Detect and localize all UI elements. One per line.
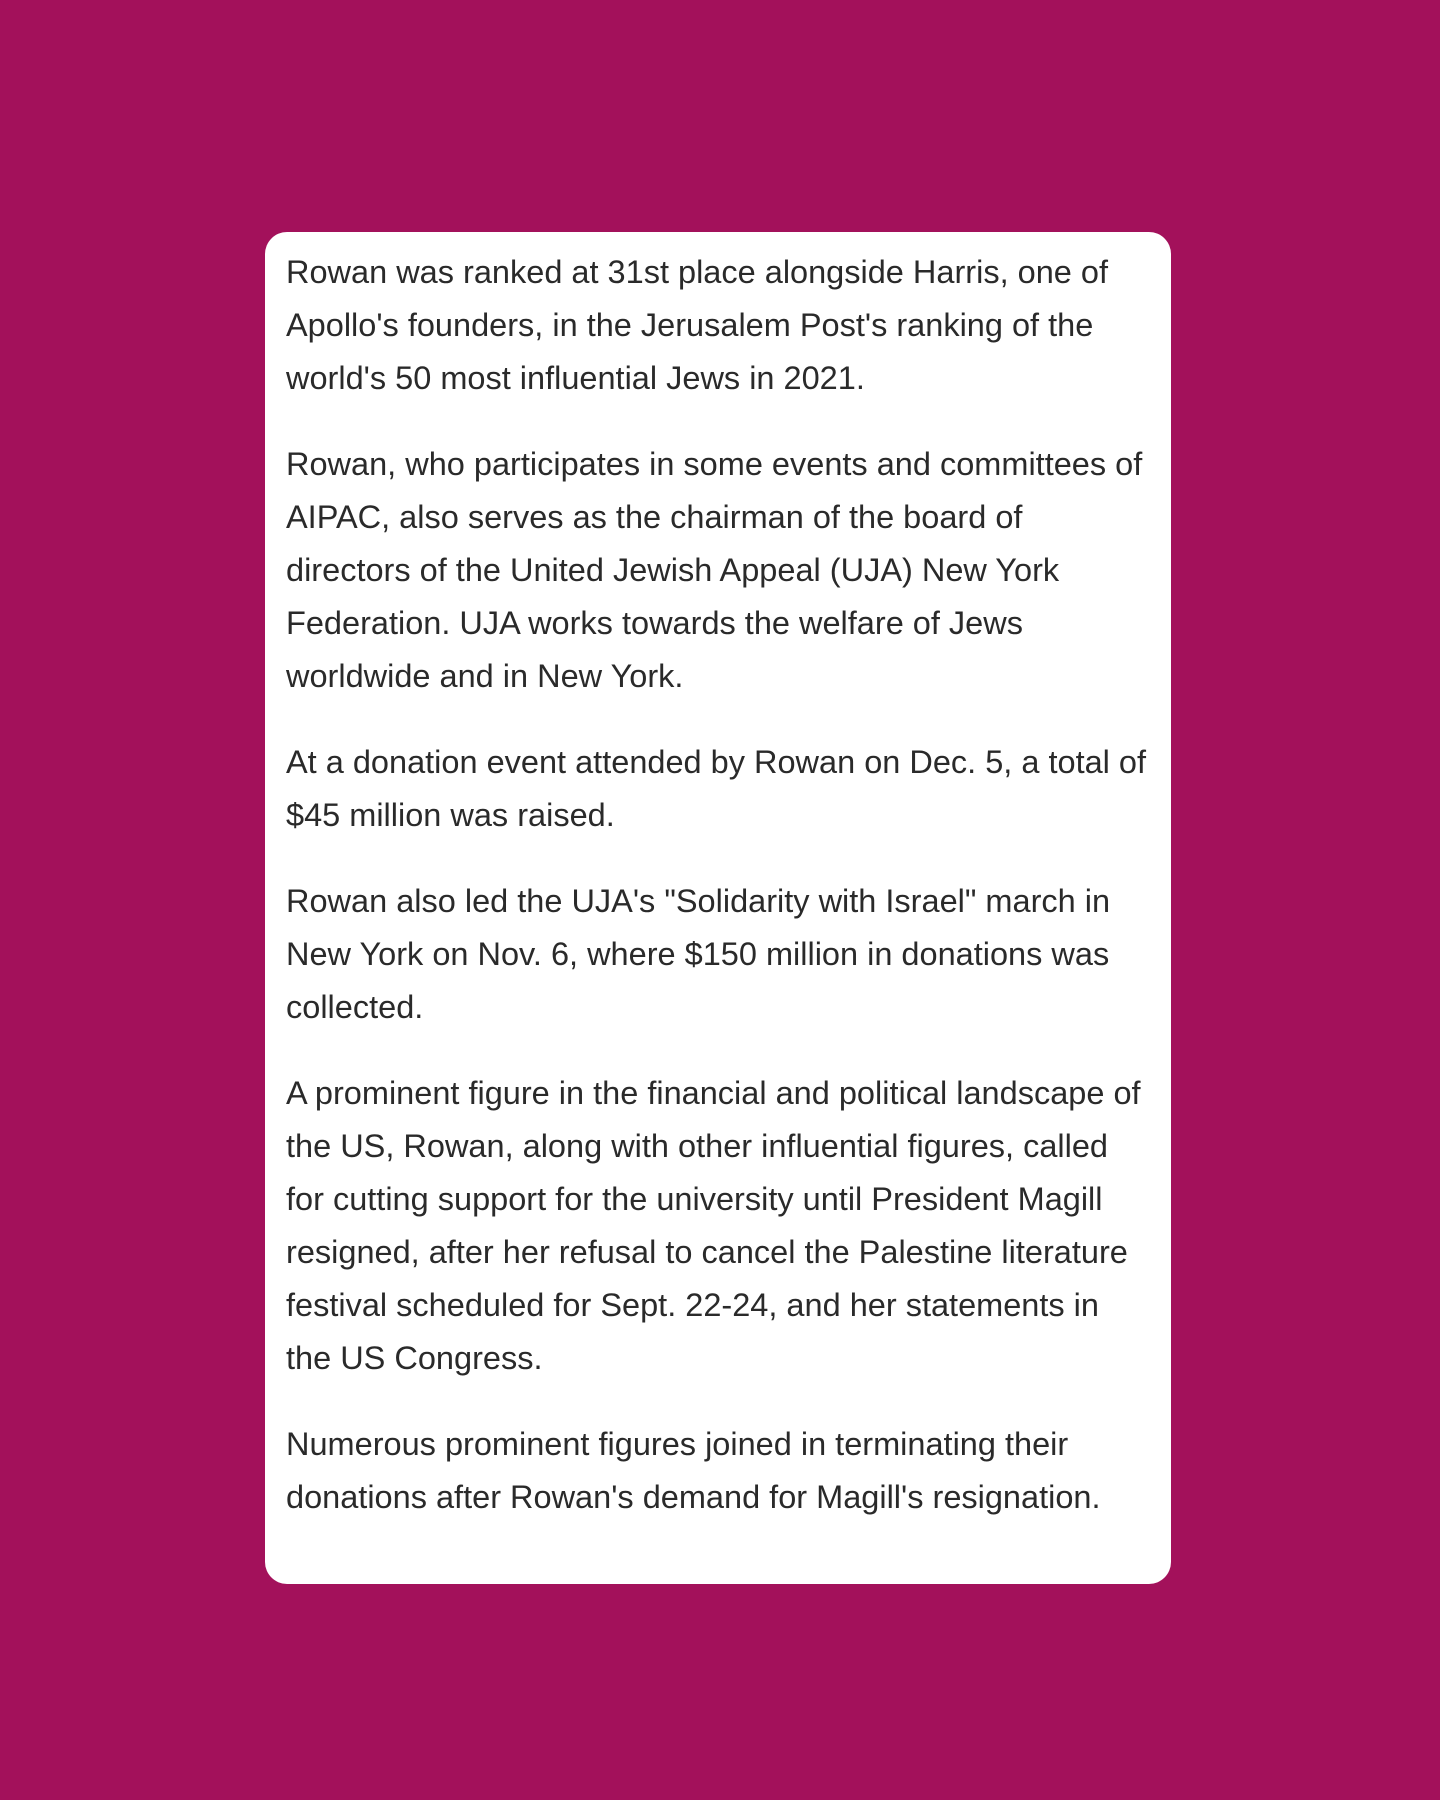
article-paragraph-5: A prominent figure in the financial and political landscape of the US, Rowan, along with other influential figures, called for cutting support for the university until President Magill resigned, after her refusal to cancel the Palestine literature festival scheduled for Sept. 22-24, and her statements in the US Congress. xyxy=(286,1075,1141,1376)
article-card xyxy=(265,232,1171,1584)
article-paragraph-3: At a donation event attended by Rowan on Dec. 5, a total of $45 million was raised. xyxy=(286,744,1147,833)
article-paragraph-4: Rowan also led the UJA's "Solidarity with Israel" march in New York on Nov. 6, where $150 million in donations was collected. xyxy=(286,883,1111,1025)
article-paragraph-2: Rowan, who participates in some events and committees of AIPAC, also serves as the chairman of the board of directors of the United Jewish Appeal (UJA) New York Federation. UJA works towards the welfare of Jews worldwide and in New York. xyxy=(286,446,1143,694)
article-paragraph-1: Rowan was ranked at 31st place alongside Harris, one of Apollo's founders, in the Jerusalem Post's ranking of the world's 50 most influential Jews in 2021. xyxy=(286,254,1108,396)
article-paragraph-6: Numerous prominent figures joined in terminating their donations after Rowan's demand for Magill's resignation. xyxy=(286,1426,1101,1515)
